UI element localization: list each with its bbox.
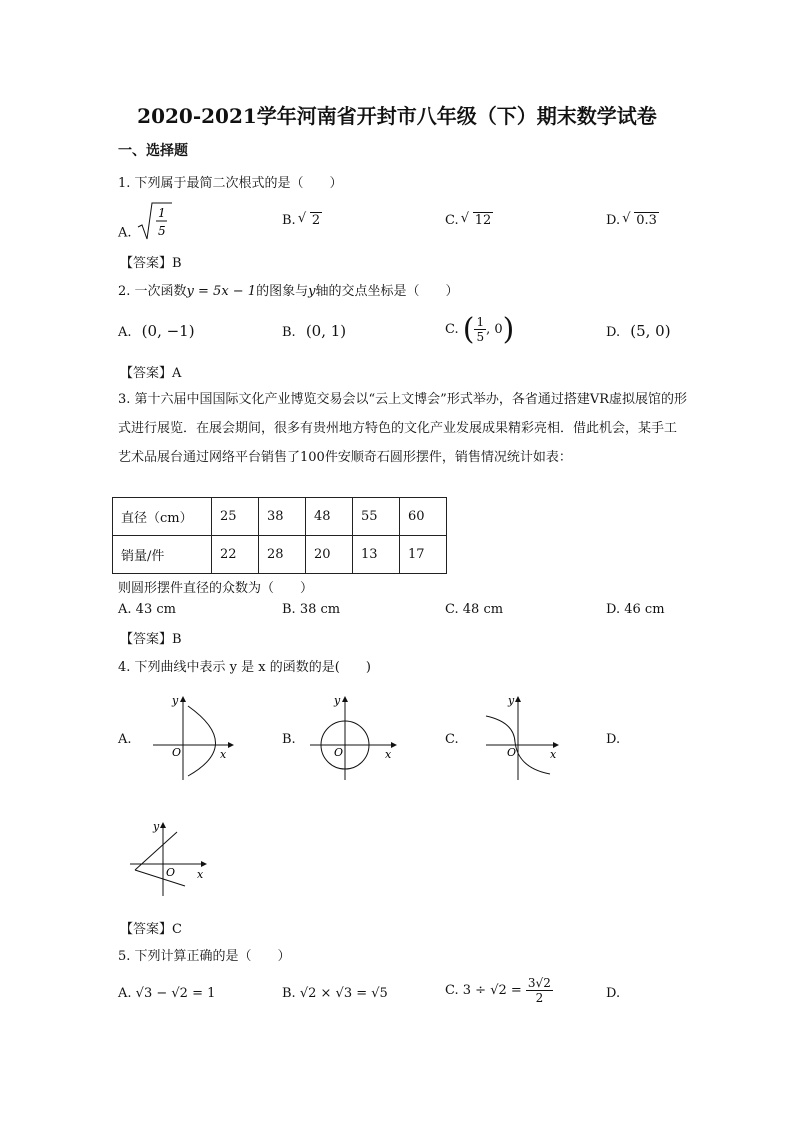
q4-answer-label: 【答案】 [120,922,173,937]
q1-option-b-sqrt [300,213,322,228]
q3-option-c-letter: C. [445,602,459,617]
q1-answer-value: B [172,256,182,271]
q1-option-d-sqrt [624,213,659,228]
q3-option-a-value: 43 cm [135,602,176,617]
q1-option-c [445,213,493,228]
q3-option-a-letter: A. [118,602,132,617]
q1-option-a-radical [136,199,176,243]
table-cell: 38 [259,498,306,536]
q2-option-c-tail: , 0 [486,322,503,337]
q1-option-c-sqrt [463,213,494,228]
q1-option-a-num: 1 [157,206,166,220]
q2-option-c-rparen: ) [502,312,515,347]
page-title: 2020-2021学年河南省开封市八年级（下）期末数学试卷 [137,104,657,128]
q4-option-c-letter: C. [445,732,459,747]
q5-option-d-letter: D. [606,986,621,1001]
sales-table [112,497,447,574]
question-1-stem: 1. 下列属于最简二次根式的是（ ） [118,176,343,191]
q2-option-b-letter: B. [282,325,296,340]
q1-option-d-letter: D. [606,213,621,228]
q2-stem-expr: y = 5x − 1 [186,284,257,299]
section-heading: 一、选择题 [118,143,188,159]
q3-option-d-value: 46 cm [624,602,665,617]
q2-option-d-letter: D. [606,325,621,340]
q3-option-d [606,602,665,617]
q2-option-c-num: 1 [476,315,485,329]
q4-graph-b [305,692,400,782]
q2-option-c-lparen: ( [462,312,475,347]
q5-option-c-fraction [526,976,553,1005]
q3-option-a [118,602,176,617]
q2-option-c-den: 5 [476,330,485,344]
q2-option-a [118,322,195,340]
q4-answer-value: C [172,922,182,937]
q4-d-x-label: x [197,868,204,881]
q1-option-c-value: 12 [474,213,492,228]
table-cell: 17 [400,536,447,574]
q4-graph-a [148,692,238,782]
q4-b-origin-label: O [334,746,344,759]
table-cell: 55 [353,498,400,536]
table-cell: 28 [259,536,306,574]
q2-option-a-letter: A. [118,325,132,340]
q2-stem-post: 轴的交点坐标是（ ） [315,284,459,299]
q4-graph-d [125,818,220,898]
q5-option-b-letter: B. [282,986,296,1001]
q4-c-origin-label: O [507,746,517,759]
q3-option-b-letter: B. [282,602,296,617]
question-4-stem: 4. 下列曲线中表示 y 是 x 的函数的是( ) [118,660,371,675]
q1-option-a-letter: A. [118,225,132,241]
q4-d-origin-label: O [166,866,176,879]
q1-option-a-den: 5 [157,224,166,238]
table-row [113,498,447,536]
table-cell: 13 [353,536,400,574]
q1-option-b-value: 2 [311,213,321,228]
q2-option-b-value: (0, 1) [305,322,347,340]
table-cell: 20 [306,536,353,574]
q1-option-b-letter: B. [282,213,296,228]
q3-question: 则圆形摆件直径的众数为（ ） [118,581,314,596]
q2-option-c-letter: C. [445,322,459,337]
table-cell: 25 [212,498,259,536]
q4-option-d-letter: D. [606,732,621,747]
q2-option-a-value: (0, −1) [141,322,195,340]
q4-a-origin-label: O [172,746,182,759]
q1-answer [120,252,182,271]
table-cell: 22 [212,536,259,574]
q1-option-d [606,213,659,228]
table-cell: 48 [306,498,353,536]
question-5-stem: 5. 下列计算正确的是（ ） [118,949,291,964]
q3-option-c [445,602,503,617]
q4-option-a-letter: A. [118,732,132,747]
q5-option-c-pre: 3 ÷ √2 = [462,983,522,998]
q5-option-c-letter: C. [445,983,459,998]
q5-option-c [445,976,553,1005]
q2-answer [120,362,181,381]
q4-c-x-label: x [550,748,557,761]
q3-option-b [282,602,340,617]
question-3-stem: 3. 第十六届中国国际文化产业博览交易会以“云上文博会”形式举办，各省通过搭建VR虚拟展馆的形式进行展览．在展会期间，很多有贵州地方特色的文化产业发展成果精彩亮相．借此机会，某手工艺术品展台通过网络平台销售了100件安顺奇石圆形摆件，销售情况统计如表： [118,392,688,465]
q1-option-d-value: 0.3 [636,213,657,228]
q3-answer [120,628,182,647]
q1-option-c-letter: C. [445,213,459,228]
q2-option-d-value: (5, 0) [630,322,671,340]
q3-answer-label: 【答案】 [120,632,173,647]
q2-stem-pre: 2. 一次函数 [118,284,187,299]
q5-option-a-letter: A. [118,986,132,1001]
q4-b-x-label: x [385,748,392,761]
question-2-stem [118,280,458,299]
q4-b-y-label: y [334,694,341,707]
q4-answer [120,918,182,937]
q5-option-b [282,986,388,1001]
q2-answer-value: A [172,366,182,381]
q1-option-a [118,206,176,253]
q2-option-d [606,322,671,340]
q2-option-b [282,322,346,340]
q1-option-b [282,213,322,228]
q1-answer-label: 【答案】 [120,256,173,271]
q4-c-y-label: y [508,694,515,707]
q2-option-c-fraction [474,315,486,344]
q3-option-b-value: 38 cm [299,602,341,617]
q3-option-c-value: 48 cm [462,602,504,617]
q3-option-d-letter: D. [606,602,621,617]
q4-graph-c [478,692,568,782]
table-row-label: 直径（cm） [113,498,212,536]
q5-option-a-value: √3 − √2 = 1 [135,986,216,1001]
q4-a-y-label: y [172,694,179,707]
q2-option-c [445,312,514,347]
q5-option-a [118,986,215,1001]
q2-stem-mid: 的图象与 [256,284,309,299]
q1-option-a-sqrt-fraction [136,206,176,253]
q5-option-c-num: 3√2 [527,976,551,990]
q4-a-x-label: x [220,748,227,761]
q5-option-c-den: 2 [535,991,544,1005]
q2-stem-var: y [308,284,316,299]
q4-option-b-letter: B. [282,732,296,747]
table-cell: 60 [400,498,447,536]
q5-option-d [606,986,620,1001]
q2-answer-label: 【答案】 [120,366,173,381]
table-row-label: 销量/件 [113,536,212,574]
table-row [113,536,447,574]
q5-option-b-value: √2 × √3 = √5 [299,986,388,1001]
q3-answer-value: B [172,632,182,647]
q4-d-y-label: y [153,820,160,833]
